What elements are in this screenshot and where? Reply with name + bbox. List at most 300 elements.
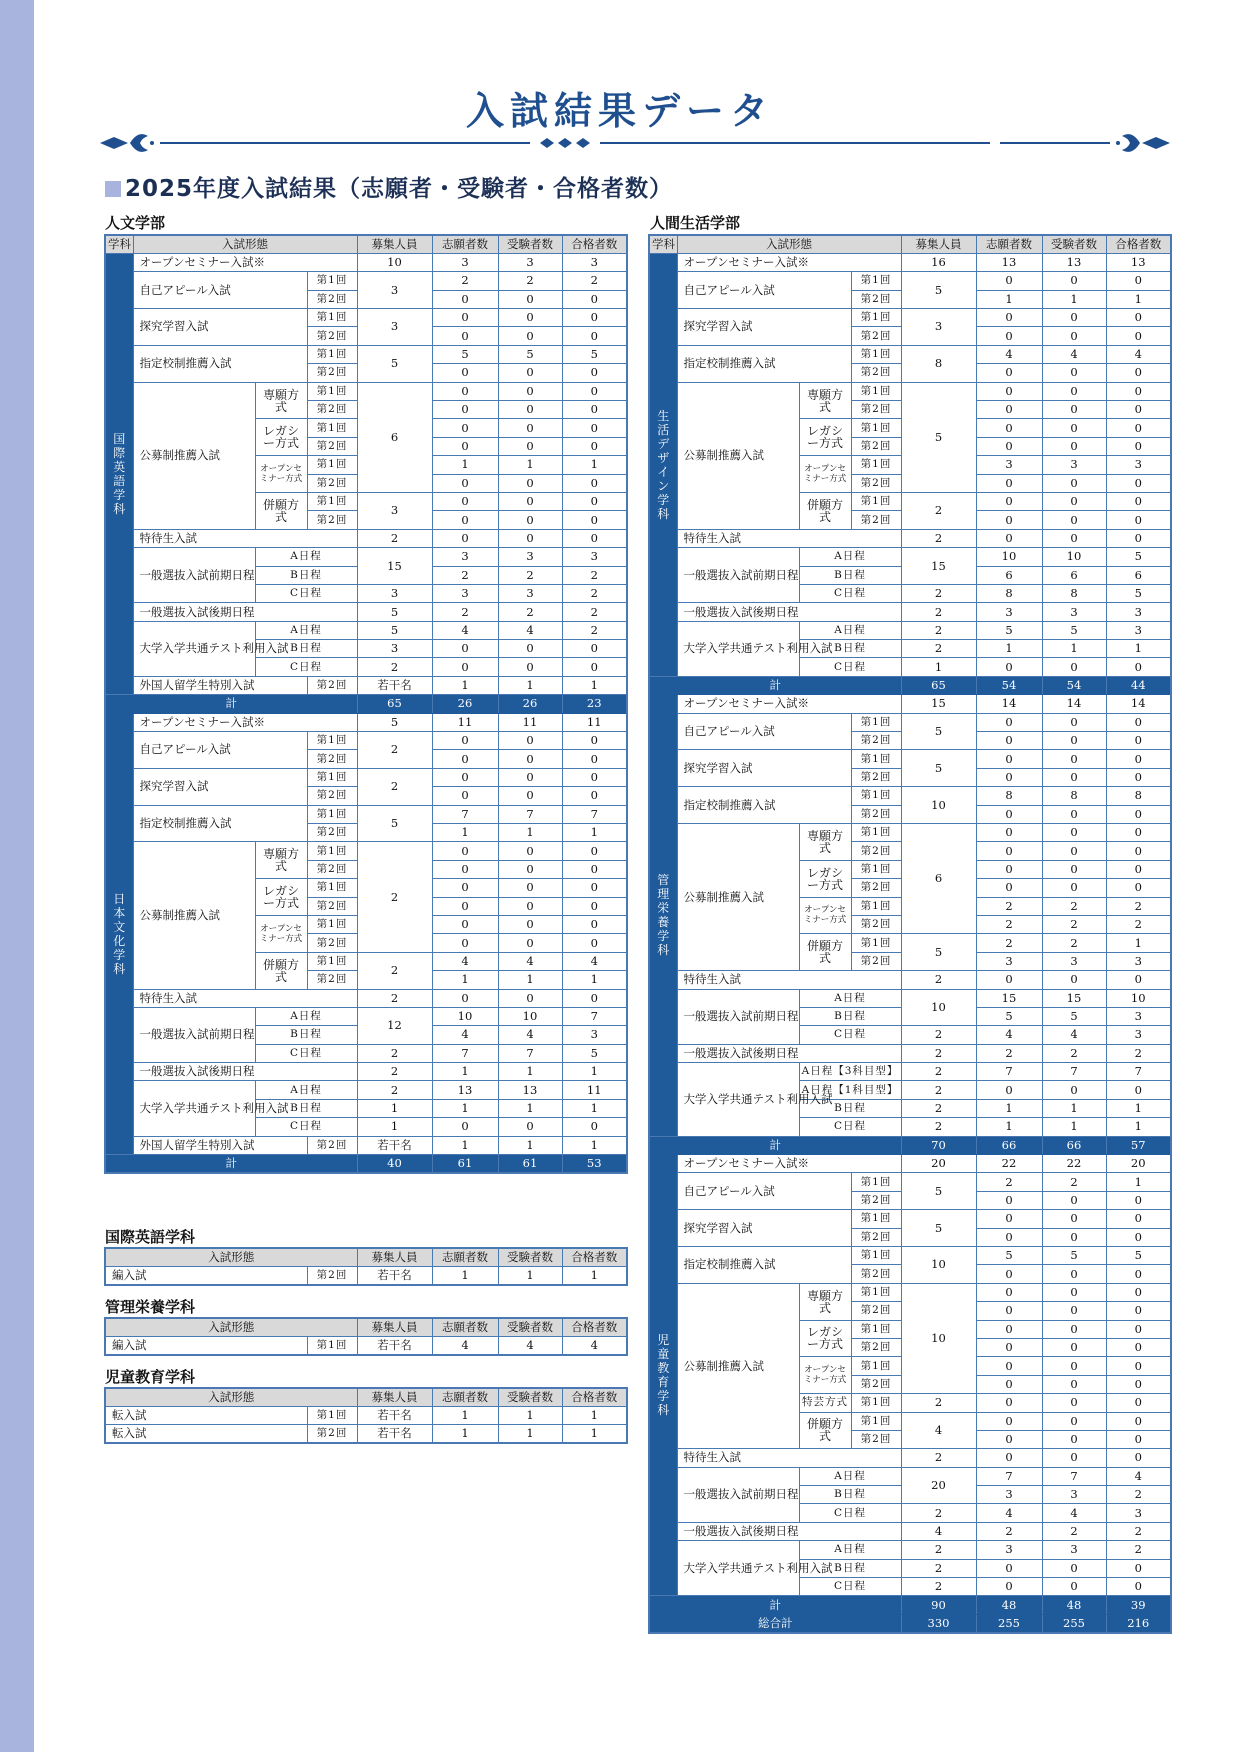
capacity-cell: 1 xyxy=(901,658,976,676)
value-cell: 0 xyxy=(1042,401,1106,419)
value-cell: 2 xyxy=(976,1173,1042,1191)
method-label: 併願方式 xyxy=(799,492,851,529)
header-type: 入試形態 xyxy=(133,235,357,253)
session-label: 第1回 xyxy=(307,1336,357,1354)
value-cell: 1 xyxy=(432,824,498,842)
value-cell: 4 xyxy=(976,1504,1042,1522)
value-cell: 0 xyxy=(976,1081,1042,1099)
value-cell: 1 xyxy=(498,1063,562,1081)
capacity-cell: 2 xyxy=(901,1099,976,1117)
value-cell: 0 xyxy=(562,989,627,1007)
value-cell: 5 xyxy=(1042,1007,1106,1025)
grand-total-row xyxy=(649,1614,1171,1632)
value-cell: 0 xyxy=(562,915,627,933)
value-cell: 0 xyxy=(498,327,562,345)
value-cell: 65 xyxy=(901,676,976,694)
capacity-cell: 2 xyxy=(901,1118,976,1136)
capacity-cell: 6 xyxy=(901,824,976,934)
header-applicants: 志願者数 xyxy=(432,235,498,253)
value-cell: 10 xyxy=(432,1007,498,1025)
value-cell: 1 xyxy=(1106,1099,1171,1117)
value-cell: 0 xyxy=(976,511,1042,529)
value-cell: 11 xyxy=(562,1081,627,1099)
value-cell: 0 xyxy=(1106,437,1171,455)
header-capacity: 募集人員 xyxy=(901,235,976,253)
capacity-cell: 5 xyxy=(357,805,432,842)
value-cell: 0 xyxy=(1042,1449,1106,1467)
value-cell: 0 xyxy=(976,1320,1042,1338)
method-label: 専願方式 xyxy=(799,824,851,861)
session-label: 第2回 xyxy=(307,511,357,529)
value-cell: 0 xyxy=(432,934,498,952)
total-row xyxy=(105,1155,627,1173)
value-cell: 0 xyxy=(976,842,1042,860)
exam-type-label: 自己アピール入試 xyxy=(677,713,851,750)
session-label: B日程 xyxy=(255,1099,357,1117)
value-cell: 0 xyxy=(1106,824,1171,842)
session-label: 第2回 xyxy=(307,787,357,805)
value-cell: 2 xyxy=(976,915,1042,933)
capacity-cell: 2 xyxy=(901,640,976,658)
capacity-cell: 15 xyxy=(357,548,432,585)
table-row xyxy=(105,1336,627,1354)
table-row xyxy=(105,1406,627,1424)
capacity-cell: 2 xyxy=(901,1559,976,1577)
session-label: A日程 xyxy=(799,1541,901,1559)
faculty-label-right: 人間生活学部 xyxy=(650,214,741,232)
value-cell: 4 xyxy=(1042,1504,1106,1522)
value-cell: 2 xyxy=(1106,1522,1171,1540)
value-cell: 0 xyxy=(1106,1559,1171,1577)
total-row xyxy=(649,676,1171,694)
session-label: 第2回 xyxy=(307,860,357,878)
value-cell: 0 xyxy=(1042,474,1106,492)
value-cell: 14 xyxy=(1042,695,1106,713)
session-label: 第1回 xyxy=(851,1173,901,1191)
capacity-cell: 2 xyxy=(357,658,432,676)
value-cell: 1 xyxy=(976,290,1042,308)
value-cell: 0 xyxy=(976,1191,1042,1209)
session-label: C日程 xyxy=(799,1026,901,1044)
value-cell: 0 xyxy=(1042,1320,1106,1338)
value-cell: 3 xyxy=(1106,456,1171,474)
value-cell: 0 xyxy=(976,382,1042,400)
value-cell: 0 xyxy=(1106,382,1171,400)
session-label: 第2回 xyxy=(851,805,901,823)
value-cell: 2 xyxy=(562,584,627,602)
value-cell: 2 xyxy=(562,621,627,639)
value-cell: 0 xyxy=(498,915,562,933)
method-label: 専願方式 xyxy=(799,382,851,419)
value-cell: 3 xyxy=(1106,1026,1171,1044)
value-cell: 1 xyxy=(498,1406,562,1424)
capacity-cell: 若干名 xyxy=(357,1266,432,1284)
exam-type-label: 特待生入試 xyxy=(677,529,901,547)
value-cell: 0 xyxy=(1042,1375,1106,1393)
table-row xyxy=(105,272,627,290)
session-label: 第2回 xyxy=(307,897,357,915)
capacity-cell: 10 xyxy=(901,989,976,1026)
section-title: 2025年度入試結果（志願者・受験者・合格者数） xyxy=(105,170,673,203)
value-cell: 26 xyxy=(498,695,562,713)
header-examinees: 受験者数 xyxy=(1042,235,1106,253)
method-label: オープンセミナー方式 xyxy=(799,1357,851,1394)
value-cell: 0 xyxy=(432,897,498,915)
table-row xyxy=(649,1541,1171,1559)
exam-type-label: 特待生入試 xyxy=(677,1449,901,1467)
value-cell: 5 xyxy=(1042,621,1106,639)
value-cell: 4 xyxy=(432,1336,498,1354)
value-cell: 1 xyxy=(432,1425,498,1443)
capacity-cell: 5 xyxy=(901,1210,976,1247)
value-cell: 0 xyxy=(1106,750,1171,768)
capacity-cell: 2 xyxy=(901,1578,976,1596)
session-label: 第1回 xyxy=(851,1283,901,1301)
session-label: A日程 xyxy=(255,1081,357,1099)
value-cell: 8 xyxy=(976,787,1042,805)
value-cell: 1 xyxy=(562,971,627,989)
value-cell: 0 xyxy=(1042,1559,1106,1577)
value-cell: 2 xyxy=(1042,1044,1106,1062)
value-cell: 5 xyxy=(357,603,432,621)
session-label: B日程 xyxy=(255,1026,357,1044)
value-cell: 1 xyxy=(498,824,562,842)
exam-type-label: 公募制推薦入試 xyxy=(677,824,799,971)
session-label: 第2回 xyxy=(307,401,357,419)
value-cell: 40 xyxy=(357,1155,432,1173)
value-cell: 0 xyxy=(562,897,627,915)
value-cell: 0 xyxy=(498,732,562,750)
value-cell: 3 xyxy=(1042,1486,1106,1504)
value-cell: 2 xyxy=(901,603,976,621)
value-cell: 0 xyxy=(432,640,498,658)
table-row xyxy=(105,309,627,327)
value-cell: 1 xyxy=(432,1406,498,1424)
session-label: A日程 xyxy=(255,621,357,639)
value-cell: 0 xyxy=(976,1375,1042,1393)
header-capacity: 募集人員 xyxy=(357,1318,432,1336)
table-row xyxy=(649,272,1171,290)
value-cell: 10 xyxy=(1106,989,1171,1007)
value-cell: 0 xyxy=(976,1449,1042,1467)
value-cell: 0 xyxy=(432,787,498,805)
value-cell: 2 xyxy=(432,603,498,621)
session-label: 第2回 xyxy=(851,768,901,786)
session-label: 第1回 xyxy=(307,952,357,970)
value-cell: 1 xyxy=(498,456,562,474)
value-cell: 1 xyxy=(432,1099,498,1117)
total-label: 計 xyxy=(649,1136,901,1154)
session-label: 第1回 xyxy=(307,1406,357,1424)
session-label: 第2回 xyxy=(307,934,357,952)
value-cell: 216 xyxy=(1106,1614,1171,1632)
capacity-cell: 1 xyxy=(357,1118,432,1136)
header-type: 入試形態 xyxy=(105,1318,357,1336)
header-capacity: 募集人員 xyxy=(357,1388,432,1406)
value-cell: 2 xyxy=(357,1063,432,1081)
capacity-cell: 2 xyxy=(357,732,432,769)
capacity-cell: 6 xyxy=(357,382,432,492)
value-cell: 53 xyxy=(562,1155,627,1173)
value-cell: 0 xyxy=(1106,1081,1171,1099)
session-label: A日程 xyxy=(255,1007,357,1025)
session-label: 第1回 xyxy=(851,824,901,842)
table-row xyxy=(105,732,627,750)
value-cell: 2 xyxy=(1042,1173,1106,1191)
value-cell: 0 xyxy=(976,309,1042,327)
value-cell: 4 xyxy=(1106,1467,1171,1485)
value-cell: 54 xyxy=(976,676,1042,694)
value-cell: 66 xyxy=(1042,1136,1106,1154)
value-cell: 2 xyxy=(901,529,976,547)
capacity-cell: 2 xyxy=(901,1504,976,1522)
table-row xyxy=(649,1173,1171,1191)
value-cell: 7 xyxy=(976,1467,1042,1485)
value-cell: 3 xyxy=(976,456,1042,474)
table-row xyxy=(105,676,627,694)
table-row xyxy=(105,621,627,639)
capacity-cell: 若干名 xyxy=(357,676,432,694)
session-label: 第2回 xyxy=(307,1425,357,1443)
value-cell: 0 xyxy=(976,1210,1042,1228)
session-label: A日程【1科目型】 xyxy=(799,1081,901,1099)
value-cell: 0 xyxy=(1042,842,1106,860)
value-cell: 7 xyxy=(1042,1063,1106,1081)
header-type: 入試形態 xyxy=(105,1388,357,1406)
value-cell: 0 xyxy=(976,1357,1042,1375)
session-label: 第1回 xyxy=(307,272,357,290)
exam-type-label: 指定校制推薦入試 xyxy=(677,345,851,382)
value-cell: 0 xyxy=(562,879,627,897)
table-row xyxy=(649,621,1171,639)
value-cell: 3 xyxy=(1106,952,1171,970)
value-cell: 0 xyxy=(562,640,627,658)
value-cell: 5 xyxy=(562,345,627,363)
transfer-table xyxy=(104,1387,628,1444)
value-cell: 13 xyxy=(976,253,1042,271)
value-cell: 0 xyxy=(1106,1357,1171,1375)
value-cell: 0 xyxy=(1042,1357,1106,1375)
value-cell: 0 xyxy=(1106,1578,1171,1596)
session-label: 第1回 xyxy=(851,456,901,474)
session-label: B日程 xyxy=(799,566,901,584)
capacity-cell: 5 xyxy=(901,750,976,787)
value-cell: 0 xyxy=(1106,1430,1171,1448)
value-cell: 3 xyxy=(432,253,498,271)
value-cell: 0 xyxy=(1042,1430,1106,1448)
session-label: 第2回 xyxy=(851,511,901,529)
value-cell: 1 xyxy=(1042,1118,1106,1136)
exam-type-label: 公募制推薦入試 xyxy=(677,382,799,529)
value-cell: 10 xyxy=(1042,548,1106,566)
value-cell: 0 xyxy=(562,750,627,768)
value-cell: 0 xyxy=(976,824,1042,842)
value-cell: 2 xyxy=(976,934,1042,952)
session-label: 第1回 xyxy=(851,1320,901,1338)
value-cell: 6 xyxy=(1106,566,1171,584)
value-cell: 0 xyxy=(1042,713,1106,731)
value-cell: 4 xyxy=(432,1026,498,1044)
value-cell: 0 xyxy=(976,971,1042,989)
exam-type-label: 公募制推薦入試 xyxy=(677,1283,799,1449)
value-cell: 3 xyxy=(562,548,627,566)
session-label: 第1回 xyxy=(307,842,357,860)
session-label: 第1回 xyxy=(307,768,357,786)
value-cell: 2 xyxy=(562,272,627,290)
value-cell: 0 xyxy=(976,401,1042,419)
exam-type-label: 一般選抜入試前期日程 xyxy=(677,548,799,603)
capacity-cell: 2 xyxy=(901,1063,976,1081)
value-cell: 1 xyxy=(562,676,627,694)
session-label: 第2回 xyxy=(851,952,901,970)
total-label: 計 xyxy=(649,1596,901,1614)
exam-type-label: 指定校制推薦入試 xyxy=(677,787,851,824)
header-row xyxy=(105,235,627,253)
capacity-cell: 2 xyxy=(357,842,432,952)
exam-type-label: 大学入学共通テスト利用入試 xyxy=(133,621,255,676)
total-row xyxy=(649,1596,1171,1614)
value-cell: 0 xyxy=(498,511,562,529)
value-cell: 0 xyxy=(562,382,627,400)
value-cell: 0 xyxy=(1106,364,1171,382)
value-cell: 0 xyxy=(498,640,562,658)
table-row xyxy=(105,1425,627,1443)
table-row xyxy=(105,1063,627,1081)
capacity-cell: 2 xyxy=(357,1044,432,1062)
value-cell: 0 xyxy=(1106,805,1171,823)
value-cell: 3 xyxy=(1042,952,1106,970)
capacity-cell: 2 xyxy=(901,492,976,529)
value-cell: 1 xyxy=(1106,640,1171,658)
header-passed: 合格者数 xyxy=(1106,235,1171,253)
capacity-cell: 5 xyxy=(901,272,976,309)
value-cell: 23 xyxy=(562,695,627,713)
table-row xyxy=(649,1044,1171,1062)
table-row xyxy=(649,253,1171,271)
value-cell: 2 xyxy=(1042,934,1106,952)
value-cell: 0 xyxy=(1106,713,1171,731)
value-cell: 0 xyxy=(976,492,1042,510)
session-label: B日程 xyxy=(799,1099,901,1117)
value-cell: 10 xyxy=(976,548,1042,566)
value-cell: 0 xyxy=(1042,1338,1106,1356)
session-label: B日程 xyxy=(255,640,357,658)
value-cell: 0 xyxy=(1106,1228,1171,1246)
value-cell: 0 xyxy=(562,934,627,952)
value-cell: 4 xyxy=(498,1026,562,1044)
exam-type-label: 探究学習入試 xyxy=(677,309,851,346)
value-cell: 2 xyxy=(1106,1044,1171,1062)
value-cell: 1 xyxy=(1106,1173,1171,1191)
table-row xyxy=(649,989,1171,1007)
session-label: C日程 xyxy=(255,1044,357,1062)
value-cell: 3 xyxy=(1106,603,1171,621)
table-row xyxy=(105,1266,627,1284)
value-cell: 0 xyxy=(432,290,498,308)
value-cell: 2 xyxy=(1106,915,1171,933)
value-cell: 0 xyxy=(1106,1320,1171,1338)
header-dept: 学科 xyxy=(105,235,133,253)
value-cell: 15 xyxy=(901,695,976,713)
value-cell: 1 xyxy=(562,1136,627,1154)
value-cell: 0 xyxy=(1042,750,1106,768)
exam-type-label: オープンセミナー入試※ xyxy=(133,713,357,731)
capacity-cell: 2 xyxy=(901,1026,976,1044)
value-cell: 1 xyxy=(562,1099,627,1117)
value-cell: 7 xyxy=(562,805,627,823)
session-label: 第1回 xyxy=(851,860,901,878)
value-cell: 1 xyxy=(562,1266,627,1284)
table-row xyxy=(105,805,627,823)
value-cell: 0 xyxy=(498,787,562,805)
exam-type-label: 一般選抜入試後期日程 xyxy=(677,603,901,621)
session-label: 第2回 xyxy=(307,290,357,308)
value-cell: 0 xyxy=(432,750,498,768)
exam-type-label: 公募制推薦入試 xyxy=(133,842,255,989)
table-row xyxy=(649,382,1171,400)
exam-type-label: 指定校制推薦入試 xyxy=(677,1246,851,1283)
value-cell: 5 xyxy=(976,1007,1042,1025)
header-applicants: 志願者数 xyxy=(976,235,1042,253)
capacity-cell: 12 xyxy=(357,1007,432,1044)
value-cell: 61 xyxy=(432,1155,498,1173)
header-examinees: 受験者数 xyxy=(498,235,562,253)
value-cell: 0 xyxy=(1042,1191,1106,1209)
value-cell: 0 xyxy=(432,989,498,1007)
value-cell: 2 xyxy=(901,1449,976,1467)
value-cell: 13 xyxy=(1106,253,1171,271)
session-label: B日程 xyxy=(799,640,901,658)
value-cell: 11 xyxy=(498,713,562,731)
page-sidebar-band xyxy=(0,0,34,1752)
value-cell: 4 xyxy=(1042,1026,1106,1044)
session-label: 第2回 xyxy=(851,842,901,860)
value-cell: 0 xyxy=(1042,1228,1106,1246)
session-label: 第1回 xyxy=(307,492,357,510)
header-capacity: 募集人員 xyxy=(357,1248,432,1266)
table-row xyxy=(649,1467,1171,1485)
session-label: 第2回 xyxy=(307,676,357,694)
value-cell: 0 xyxy=(432,860,498,878)
value-cell: 0 xyxy=(1106,272,1171,290)
session-label: B日程 xyxy=(799,1007,901,1025)
capacity-cell: 若干名 xyxy=(357,1406,432,1424)
department-label: 国 際 英 語 学 科 xyxy=(105,253,133,694)
value-cell: 3 xyxy=(1042,1541,1106,1559)
value-cell: 3 xyxy=(1106,621,1171,639)
value-cell: 0 xyxy=(1042,732,1106,750)
total-row xyxy=(105,695,627,713)
value-cell: 0 xyxy=(1042,1283,1106,1301)
value-cell: 44 xyxy=(1106,676,1171,694)
table-row xyxy=(649,1449,1171,1467)
value-cell: 66 xyxy=(976,1136,1042,1154)
value-cell: 1 xyxy=(562,1063,627,1081)
session-label: 第1回 xyxy=(307,345,357,363)
session-label: 第2回 xyxy=(851,915,901,933)
capacity-cell: 2 xyxy=(901,1081,976,1099)
value-cell: 0 xyxy=(1042,768,1106,786)
value-cell: 2 xyxy=(562,566,627,584)
value-cell: 0 xyxy=(1042,419,1106,437)
value-cell: 0 xyxy=(1106,419,1171,437)
exam-type-label: 一般選抜入試後期日程 xyxy=(133,603,357,621)
table-row xyxy=(105,842,627,860)
value-cell: 0 xyxy=(432,732,498,750)
session-label: B日程 xyxy=(255,566,357,584)
exam-type-label: 特待生入試 xyxy=(677,971,901,989)
capacity-cell: 5 xyxy=(901,1173,976,1210)
